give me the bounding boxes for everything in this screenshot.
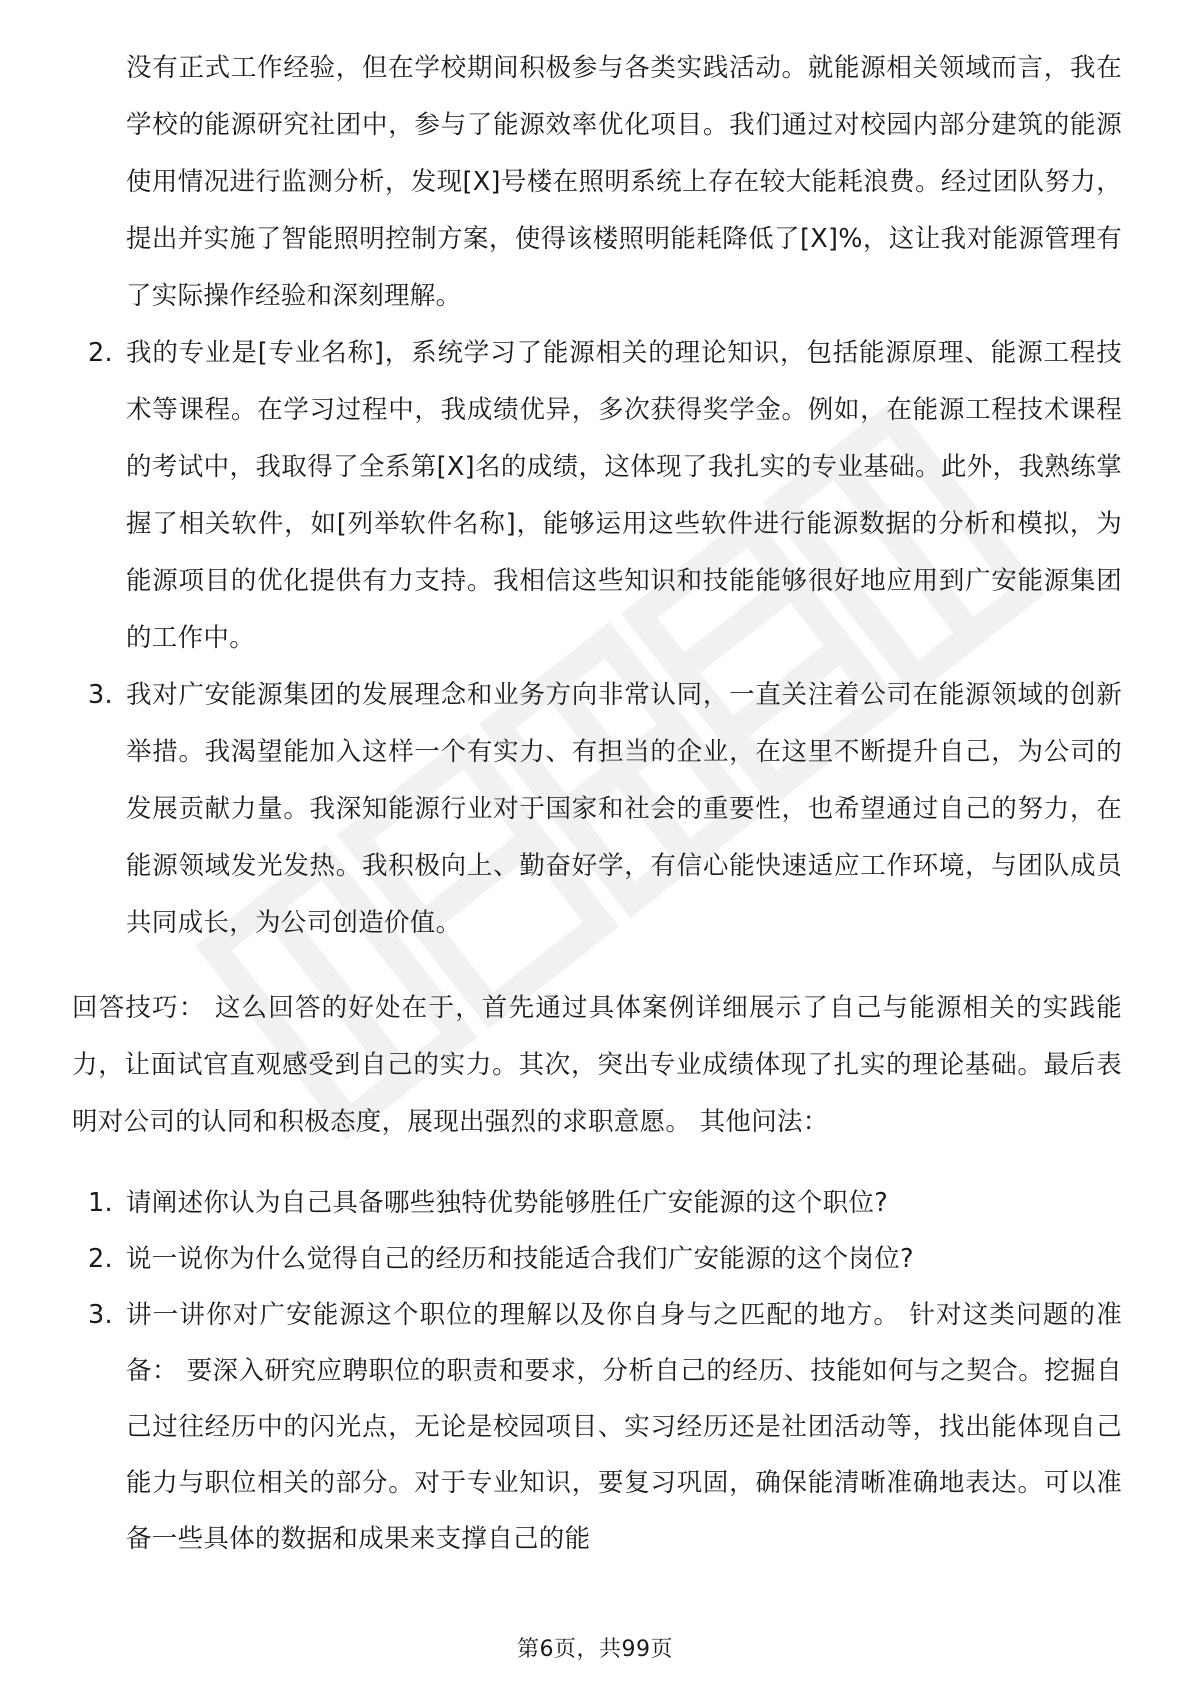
list-item-number: 2.	[88, 338, 113, 368]
list-item	[72, 1231, 1122, 1287]
tips-paragraph: 回答技巧： 这么回答的好处在于，首先通过具体案例详细展示了自己与能源相关的实践能力，让面试官直观感受到自己的实力。其次，突出专业成绩体现了扎实的理论基础。最后表明对公司的认同和积极态度，展现出强烈的求职意愿。 其他问法：	[72, 993, 1122, 1137]
list-item-text: 我对广安能源集团的发展理念和业务方向非常认同，一直关注着公司在能源领域的创新举措。我渴望能加入这样一个有实力、有担当的企业，在这里不断提升自己，为公司的发展贡献力量。我深知能源行业对于国家和社会的重要性，也希望通过自己的努力，在能源领域发光发热。我积极向上、勤奋好学，有信心能快速适应工作环境，与团队成员共同成长，为公司创造价值。	[126, 680, 1122, 938]
list-item-number: 3.	[88, 680, 113, 710]
list-item-text: 请阐述你认为自己具备哪些独特优势能够胜任广安能源的这个职位?	[126, 1188, 889, 1218]
main-content	[72, 40, 1122, 1567]
list-item-text: 讲一讲你对广安能源这个职位的理解以及你自身与之匹配的地方。 针对这类问题的准备： 要深入研究应聘职位的职责和要求，分析自己的经历、技能如何与之契合。挖掘自己过往经历中的闪光点，无论是校园项目、实习经历还是社团活动等，找出能体现自己能力与职位相关的部分。对于专业知识，要复习巩固，确保能清晰准确地表达。可以准备一些具体的数据和成果来支撑自己的能	[126, 1300, 1122, 1554]
answer-list	[72, 325, 1122, 952]
list-item-text: 说一说你为什么觉得自己的经历和技能适合我们广安能源的这个岗位?	[126, 1244, 914, 1274]
page-number: 第6页，共99页	[517, 1637, 673, 1662]
list-item	[72, 1287, 1122, 1567]
list-item-number: 3.	[88, 1300, 113, 1330]
list-item-text: 我的专业是[专业名称]，系统学习了能源相关的理论知识，包括能源原理、能源工程技术等课程。在学习过程中，我成绩优异，多次获得奖学金。例如，在能源工程技术课程的考试中，我取得了全系第[X]名的成绩，这体现了我扎实的专业基础。此外，我熟练掌握了相关软件，如[列举软件名称]，能够运用这些软件进行能源数据的分析和模拟，为能源项目的优化提供有力支持。我相信这些知识和技能能够很好地应用到广安能源集团的工作中。	[126, 338, 1122, 653]
other-questions-list	[72, 1175, 1122, 1567]
list-item-number: 2.	[88, 1244, 113, 1274]
intro-paragraph: 没有正式工作经验，但在学校期间积极参与各类实践活动。就能源相关领域而言，我在学校的能源研究社团中，参与了能源效率优化项目。我们通过对校园内部分建筑的能源使用情况进行监测分析，发现[X]号楼在照明系统上存在较大能耗浪费。经过团队努力，提出并实施了智能照明控制方案，使得该楼照明能耗降低了[X]%，这让我对能源管理有了实际操作经验和深刻理解。	[126, 53, 1122, 311]
list-item	[72, 1175, 1122, 1231]
list-item	[72, 667, 1122, 952]
list-item	[72, 325, 1122, 667]
page-footer	[0, 1632, 1190, 1663]
list-item-number: 1.	[88, 1188, 113, 1218]
